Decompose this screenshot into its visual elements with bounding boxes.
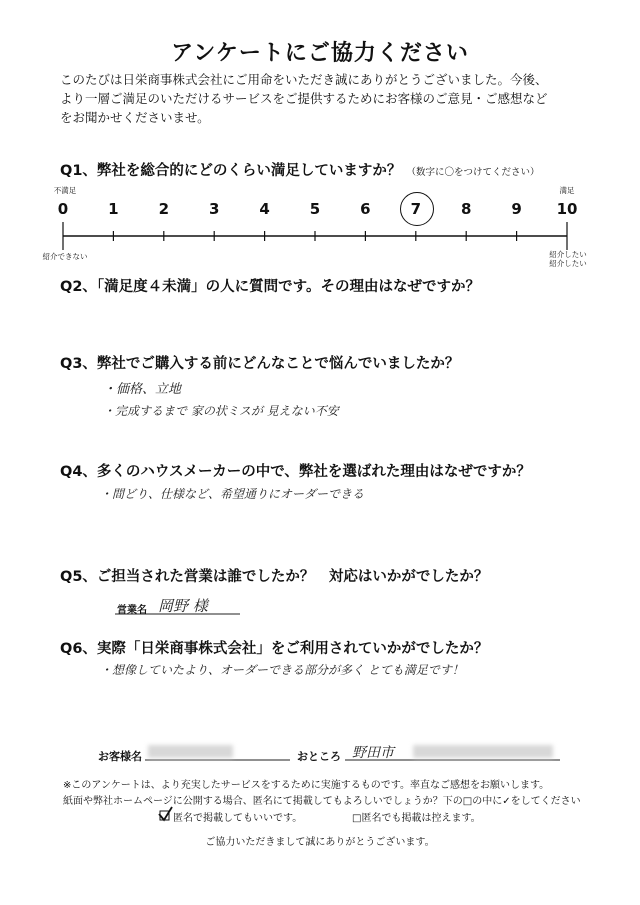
scale-number-2[interactable]: 2 — [158, 200, 170, 218]
scale-right-bottom-label: 紹介したい 紹介したい — [549, 250, 587, 268]
publish-option-decline[interactable]: □匿名でも掲載は控えます。 — [352, 813, 481, 824]
q2-question: Q2、「満足度４未満」の人に質問です。その理由はなぜですか？ — [60, 279, 481, 295]
address-label: おところ — [297, 750, 341, 763]
scale-number-6[interactable]: 6 — [360, 200, 371, 218]
q4-answer: ・間どり、仕様など、希望通りにオーダーできる — [100, 487, 365, 501]
footer-notes — [63, 778, 583, 810]
scale-left-top-label: 不満足 — [53, 186, 77, 195]
thanks-message: ご協力いただきまして誠にありがとうございます。 — [205, 837, 435, 848]
footer-line: 紙面や弊社ホームページに公開する場合、匿名にて掲載してもよろしいでしょうか？下の□の中に✓をしてください — [63, 796, 581, 807]
q3-answer-2: ・完成するまで 家の状ミスが 見えない不安 — [103, 404, 339, 418]
intro-line: より一層ご満足のいただけるサービスをご提供するためにお客様のご意見・ご感想など — [60, 91, 548, 106]
redacted-name — [148, 745, 233, 758]
q1-note: （数字に〇をつけてください） — [406, 167, 540, 178]
q3-question: Q3、弊社でご購入する前にどんなことで悩んでいましたか？ — [60, 356, 460, 372]
q6-answer: ・想像していたより、オーダーできる部分が多く とても満足です！ — [100, 663, 464, 677]
intro-line: をお聞かせくださいませ。 — [60, 110, 210, 125]
scale-right-top-label: 満足 — [559, 186, 575, 195]
scale-left-bottom-label: 紹介できない — [42, 252, 88, 261]
scale-number-5[interactable]: 5 — [309, 200, 321, 218]
scale-number-4[interactable]: 4 — [259, 200, 270, 218]
intro-line: このたびは日栄商事株式会社にご用命をいただき誠にありがとうございました。今後、 — [60, 72, 548, 87]
sales-name-value: 岡野 様 — [158, 597, 208, 615]
scale-number-7[interactable]: 7 — [410, 200, 422, 218]
footer-line: ※このアンケートは、より充実したサービスをするために実施するものです。率直なご感想をお願いします。 — [63, 780, 550, 791]
address-value: 野田市 — [352, 745, 394, 761]
customer-name-label: お客様名 — [98, 750, 142, 763]
q1-label: Q1、弊社を総合的にどのくらい満足していますか？ — [60, 163, 402, 179]
publish-option-anonymous: 匿名で掲載してもいいです。 — [173, 813, 303, 824]
q5-question: Q5、ご担当された営業は誰でしたか？ 対応はいかがでしたか？ — [60, 569, 489, 585]
q3-answer-1: ・価格、立地 — [103, 382, 182, 397]
sales-name-label: 営業名 — [117, 605, 147, 616]
q4-question: Q4、多くのハウスメーカーの中で、弊社を選ばれた理由はなぜですか？ — [60, 464, 531, 480]
scale-number-0[interactable]: 0 — [57, 200, 69, 218]
scale-number-8[interactable]: 8 — [460, 200, 472, 218]
scale-number-9[interactable]: 9 — [511, 200, 522, 218]
redacted-address — [413, 745, 553, 758]
scale-number-1[interactable]: 1 — [108, 200, 119, 218]
scale-number-10[interactable]: 10 — [556, 200, 578, 218]
scale-number-3[interactable]: 3 — [208, 200, 220, 218]
q6-question: Q6、実際「日栄商事株式会社」をご利用されていかがでしたか？ — [60, 641, 489, 657]
survey-title: アンケートにご協力ください — [171, 41, 469, 66]
